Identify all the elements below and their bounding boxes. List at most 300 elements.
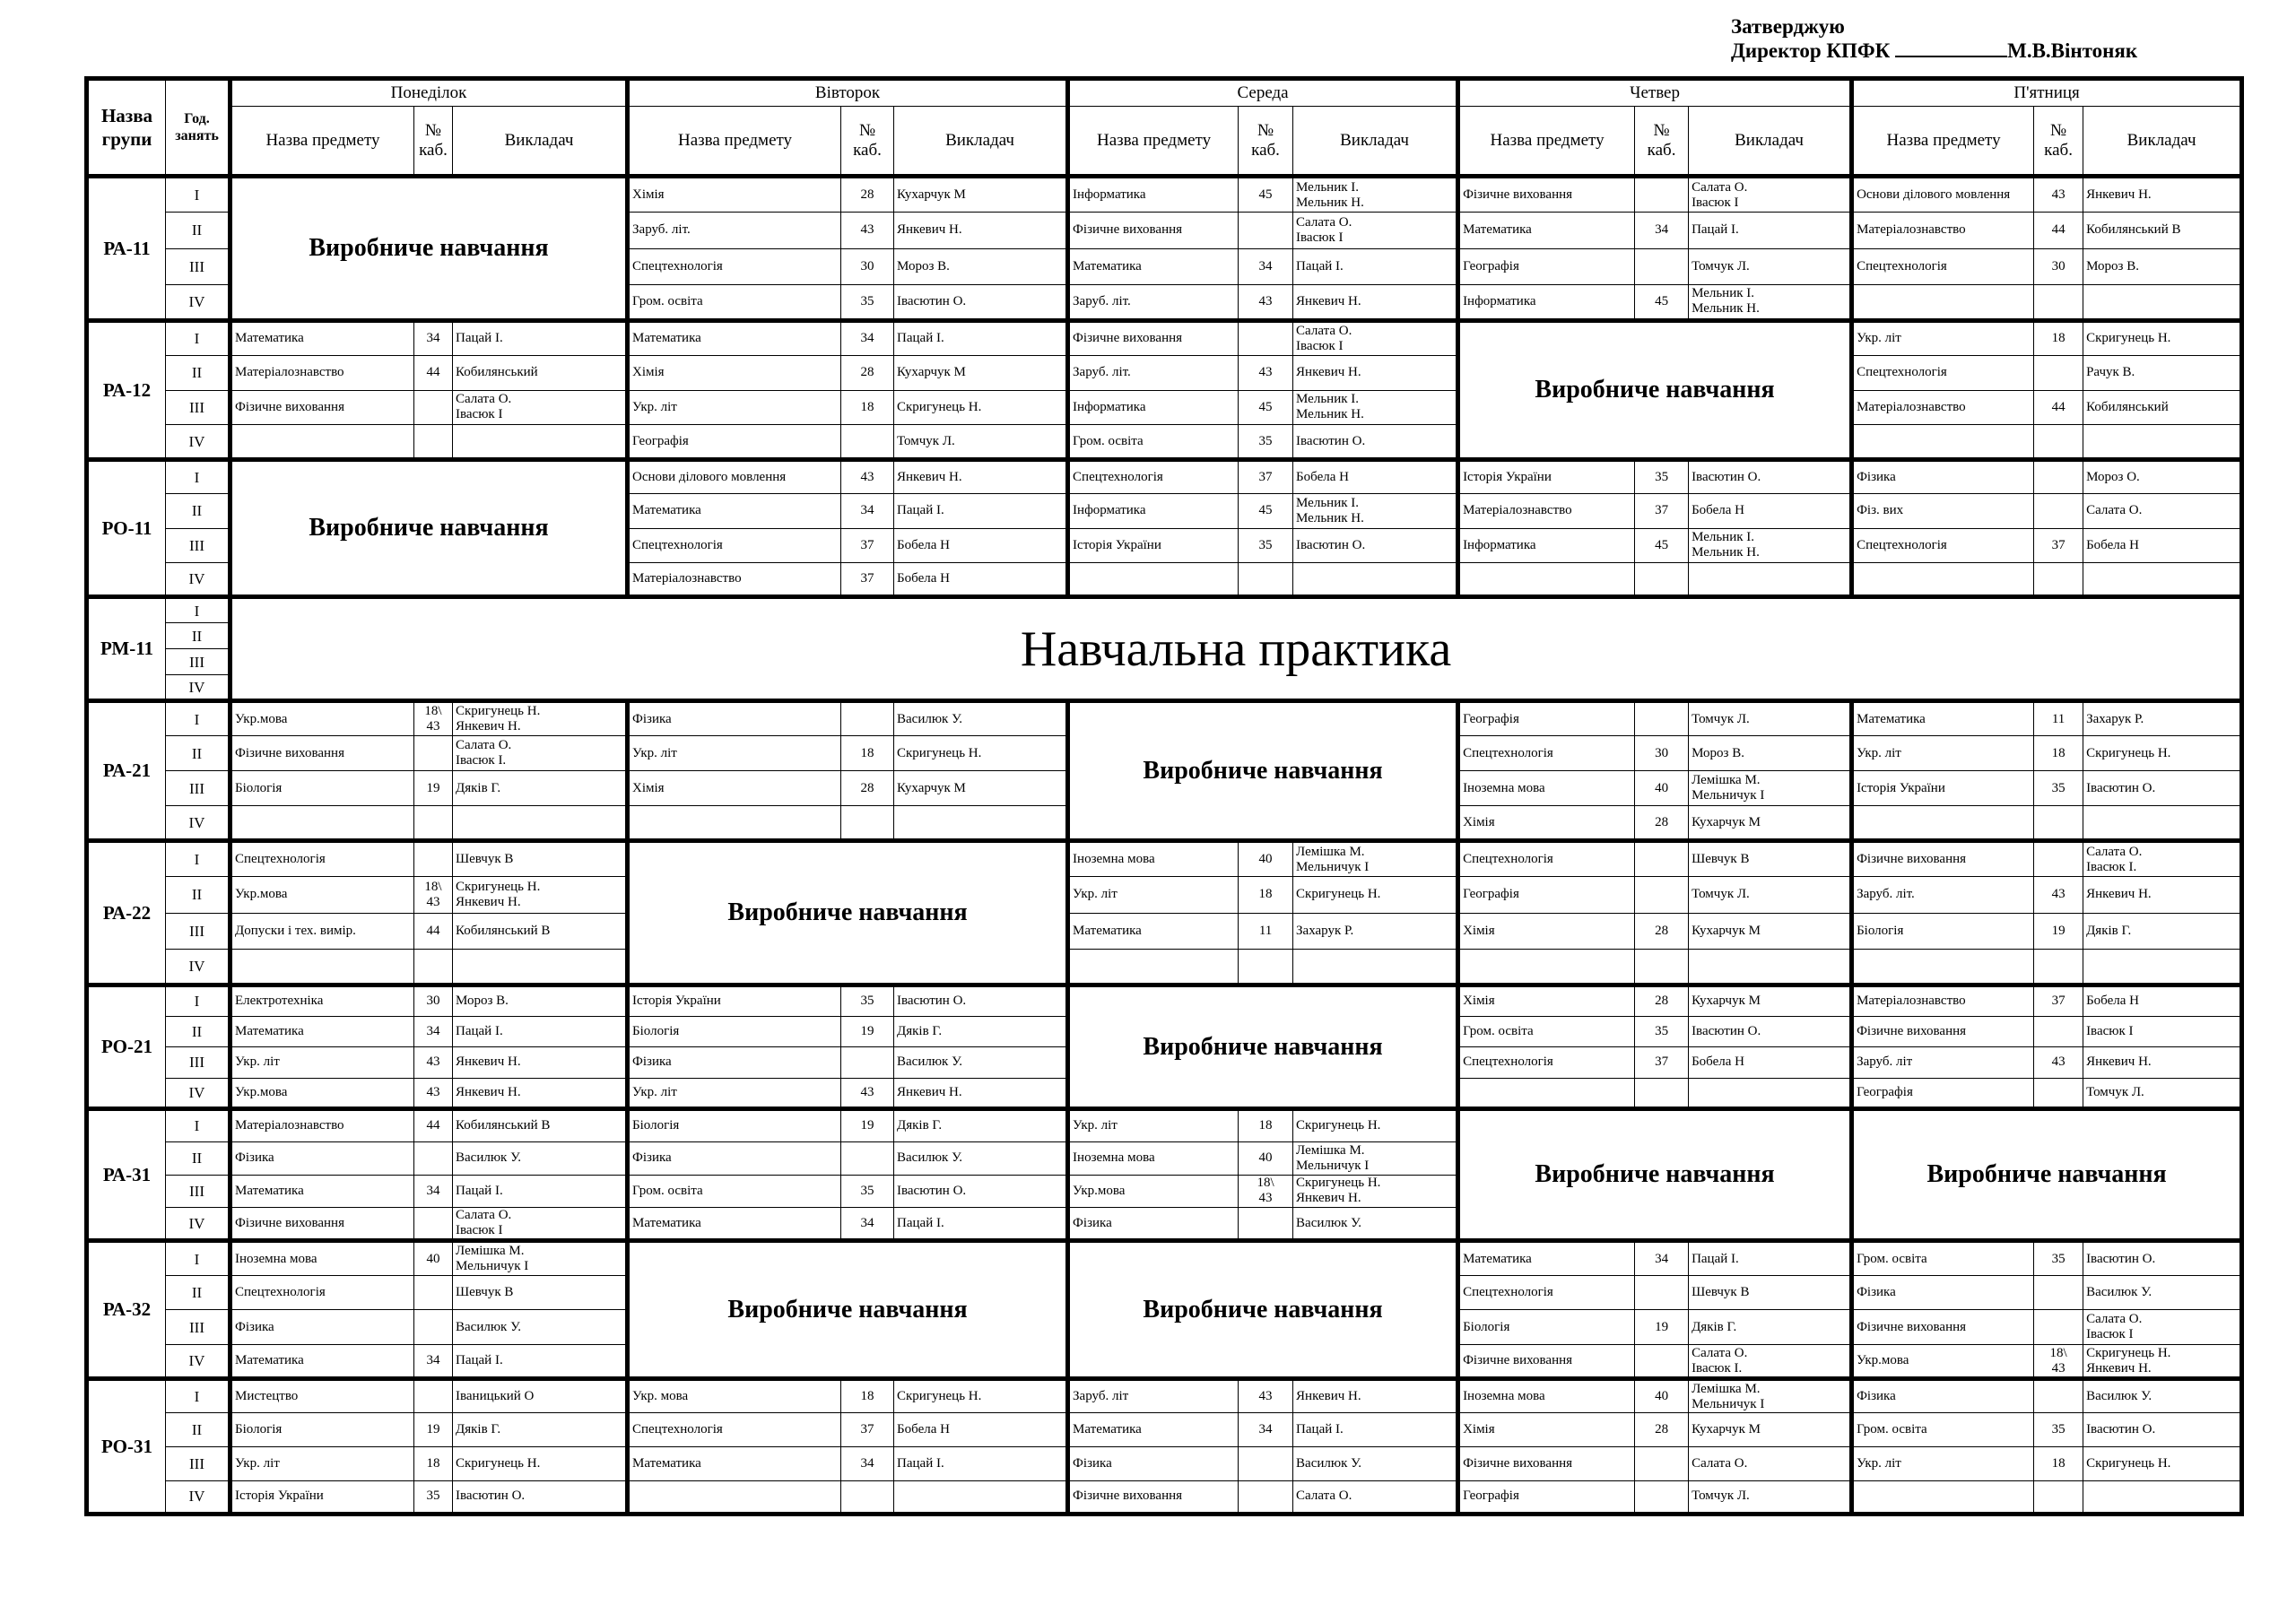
subject-cell: Матеріалознавство: [1852, 213, 2034, 248]
subject-cell: Хімія: [1458, 1413, 1635, 1447]
teacher-cell: Іваницький О: [453, 1379, 628, 1413]
header-day: П'ятниця: [1852, 79, 2242, 107]
teacher-cell: Дяків Г.: [894, 1016, 1068, 1047]
teacher-cell: Салата О. Івасюк І.: [1689, 1344, 1852, 1379]
teacher-cell: Івасютин О.: [1689, 1016, 1852, 1047]
room-cell: 19: [414, 771, 453, 806]
subject-cell: Фізика: [628, 701, 841, 736]
subject-cell: Матеріалознавство: [1852, 390, 2034, 425]
subject-cell: Біологія: [230, 1413, 414, 1447]
subject-cell: [230, 425, 414, 460]
room-cell: [414, 1275, 453, 1310]
room-cell: 34: [841, 494, 894, 528]
subject-cell: Фізичне виховання: [230, 1208, 414, 1241]
room-cell: 34: [841, 1446, 894, 1480]
teacher-cell: Скригунець Н. Янкевич Н.: [2083, 1344, 2242, 1379]
period-number: III: [166, 771, 230, 806]
room-cell: [2034, 460, 2083, 494]
room-cell: 37: [2034, 985, 2083, 1017]
subject-cell: Матеріалознавство: [230, 1109, 414, 1142]
teacher-cell: Василюк У.: [894, 1047, 1068, 1079]
production-training-block: Виробниче навчання: [1458, 1109, 1852, 1241]
production-training-block: Виробниче навчання: [1068, 1241, 1458, 1379]
room-cell: 43: [1239, 284, 1293, 320]
subject-cell: Заруб. літ.: [1068, 284, 1239, 320]
room-cell: 28: [841, 355, 894, 390]
subject-cell: Укр. літ: [628, 390, 841, 425]
schedule-row: [87, 1413, 2242, 1447]
period-number: I: [166, 985, 230, 1017]
room-cell: [414, 1310, 453, 1345]
subject-cell: [1852, 284, 2034, 320]
teacher-cell: Томчук Л.: [894, 425, 1068, 460]
teacher-cell: Бобела Н: [2083, 528, 2242, 562]
subject-cell: Фізичне виховання: [1852, 1016, 2034, 1047]
room-cell: 28: [841, 177, 894, 213]
teacher-cell: Бобела Н: [1689, 494, 1852, 528]
room-cell: 19: [841, 1109, 894, 1142]
header-day: Понеділок: [230, 79, 628, 107]
room-cell: 40: [1635, 1379, 1689, 1413]
room-cell: [841, 1480, 894, 1515]
period-number: II: [166, 623, 230, 649]
room-cell: 34: [414, 1016, 453, 1047]
production-training-block: Виробниче навчання: [1068, 701, 1458, 841]
teacher-cell: Мельник І. Мельник Н.: [1689, 528, 1852, 562]
room-cell: 18: [841, 390, 894, 425]
header-teacher: Викладач: [894, 107, 1068, 177]
subject-cell: Фізика: [1852, 1275, 2034, 1310]
teacher-cell: Салата О. Івасюк І: [453, 1208, 628, 1241]
teacher-cell: [2083, 284, 2242, 320]
subject-cell: Фізика: [1068, 1446, 1239, 1480]
subject-cell: [1852, 949, 2034, 985]
room-cell: 40: [414, 1241, 453, 1276]
teacher-cell: Мороз В.: [1689, 736, 1852, 771]
room-cell: 28: [1635, 913, 1689, 949]
approval-stamp: [1731, 14, 2137, 63]
teacher-cell: Пацай І.: [1293, 248, 1458, 284]
teacher-cell: Пацай І.: [1293, 1413, 1458, 1447]
period-number: IV: [166, 675, 230, 701]
subject-cell: Географія: [628, 425, 841, 460]
teacher-cell: Кобилянський В: [453, 913, 628, 949]
room-cell: 35: [841, 1175, 894, 1208]
room-cell: [841, 806, 894, 841]
period-number: IV: [166, 1208, 230, 1241]
header-room: № каб.: [841, 107, 894, 177]
room-cell: 30: [841, 248, 894, 284]
teacher-cell: Шевчук В: [453, 1275, 628, 1310]
period-number: II: [166, 1141, 230, 1175]
subject-cell: Фізичне виховання: [1068, 1480, 1239, 1515]
period-number: I: [166, 1379, 230, 1413]
subject-cell: Заруб. літ: [1852, 1047, 2034, 1079]
teacher-cell: Салата О. Івасюк І.: [2083, 841, 2242, 877]
teacher-cell: [1689, 1078, 1852, 1109]
teacher-cell: Скригунець Н.: [453, 1446, 628, 1480]
room-cell: 34: [1239, 248, 1293, 284]
teacher-cell: Пацай І.: [453, 321, 628, 356]
header-columns-row: [87, 107, 2242, 177]
room-cell: 18: [2034, 1446, 2083, 1480]
teacher-cell: Шевчук В: [1689, 841, 1852, 877]
header-period: Год. занять: [166, 79, 230, 177]
teacher-cell: Скригунець Н.: [2083, 736, 2242, 771]
room-cell: 35: [1239, 528, 1293, 562]
teacher-cell: Рачук В.: [2083, 355, 2242, 390]
teacher-cell: Скригунець Н. Янкевич Н.: [1293, 1175, 1458, 1208]
subject-cell: Іноземна мова: [1458, 1379, 1635, 1413]
teacher-cell: Скригунець Н.: [2083, 321, 2242, 356]
teacher-cell: Івасютин О.: [2083, 1413, 2242, 1447]
schedule-table: [84, 76, 2244, 1516]
subject-cell: Математика: [230, 1016, 414, 1047]
teacher-cell: Мельник І. Мельник Н.: [1293, 177, 1458, 213]
teacher-cell: Мельник І. Мельник Н.: [1293, 390, 1458, 425]
subject-cell: Фізичне виховання: [1458, 177, 1635, 213]
subject-cell: [1458, 1078, 1635, 1109]
production-training-block: Виробниче навчання: [230, 460, 628, 597]
subject-cell: Інформатика: [1068, 494, 1239, 528]
subject-cell: Укр.мова: [1068, 1175, 1239, 1208]
subject-cell: Спецтехнологія: [1458, 1275, 1635, 1310]
teacher-cell: Скригунець Н.: [894, 1379, 1068, 1413]
subject-cell: Спецтехнологія: [1852, 355, 2034, 390]
group-name: РА-32: [87, 1241, 166, 1379]
schedule-row: [87, 321, 2242, 356]
subject-cell: Географія: [1458, 1480, 1635, 1515]
period-number: IV: [166, 806, 230, 841]
subject-cell: Фізика: [628, 1141, 841, 1175]
teacher-cell: Івасютин О.: [894, 1175, 1068, 1208]
room-cell: [1635, 1480, 1689, 1515]
room-cell: 45: [1635, 528, 1689, 562]
subject-cell: Основи ділового мовлення: [628, 460, 841, 494]
room-cell: 37: [841, 562, 894, 596]
period-number: III: [166, 248, 230, 284]
subject-cell: Фізичне виховання: [1852, 841, 2034, 877]
subject-cell: Інформатика: [1458, 528, 1635, 562]
subject-cell: Математика: [1068, 248, 1239, 284]
subject-cell: Спецтехнологія: [628, 248, 841, 284]
room-cell: 35: [1635, 460, 1689, 494]
subject-cell: Спецтехнологія: [628, 528, 841, 562]
room-cell: [2034, 949, 2083, 985]
subject-cell: Математика: [1852, 701, 2034, 736]
teacher-cell: [2083, 806, 2242, 841]
subject-cell: Хімія: [1458, 913, 1635, 949]
group-name: РО-11: [87, 460, 166, 597]
group-name: РА-21: [87, 701, 166, 841]
production-training-block: Виробниче навчання: [1458, 321, 1852, 460]
period-number: I: [166, 841, 230, 877]
room-cell: 30: [414, 985, 453, 1017]
teacher-cell: Дяків Г.: [1689, 1310, 1852, 1345]
approval-signature-line: [1731, 39, 2137, 63]
room-cell: 43: [841, 1078, 894, 1109]
subject-cell: Математика: [1458, 213, 1635, 248]
room-cell: [414, 1379, 453, 1413]
subject-cell: Укр. літ: [1852, 1446, 2034, 1480]
teacher-cell: Василюк У.: [2083, 1275, 2242, 1310]
subject-cell: Фізичне виховання: [1458, 1344, 1635, 1379]
teacher-cell: Лемішка М. Мельничук І: [453, 1241, 628, 1276]
approval-director: Директор КПФК: [1731, 39, 1891, 62]
subject-cell: Хімія: [628, 355, 841, 390]
room-cell: 28: [1635, 985, 1689, 1017]
room-cell: [2034, 1016, 2083, 1047]
period-number: IV: [166, 1344, 230, 1379]
room-cell: 43: [1239, 1379, 1293, 1413]
period-number: I: [166, 1109, 230, 1142]
subject-cell: Біологія: [628, 1016, 841, 1047]
teacher-cell: Бобела Н: [894, 528, 1068, 562]
schedule-row: [87, 355, 2242, 390]
teacher-cell: [453, 806, 628, 841]
production-training-block: Виробниче навчання: [1852, 1109, 2242, 1241]
room-cell: 18: [2034, 321, 2083, 356]
subject-cell: Математика: [230, 1175, 414, 1208]
room-cell: 35: [2034, 771, 2083, 806]
teacher-cell: Янкевич Н.: [1293, 1379, 1458, 1413]
room-cell: 35: [1239, 425, 1293, 460]
teacher-cell: Скригунець Н.: [1293, 877, 1458, 913]
room-cell: 44: [414, 355, 453, 390]
room-cell: [841, 701, 894, 736]
subject-cell: Іноземна мова: [230, 1241, 414, 1276]
period-number: III: [166, 1175, 230, 1208]
practice-block: Навчальна практика: [230, 597, 2242, 701]
period-number: II: [166, 1016, 230, 1047]
teacher-cell: Салата О. Івасюк І: [453, 390, 628, 425]
subject-cell: Біологія: [628, 1109, 841, 1142]
subject-cell: Укр.мова: [230, 1078, 414, 1109]
header-subject: Назва предмету: [230, 107, 414, 177]
teacher-cell: Шевчук В: [1689, 1275, 1852, 1310]
subject-cell: Спецтехнологія: [230, 1275, 414, 1310]
subject-cell: Фізика: [1068, 1208, 1239, 1241]
room-cell: [414, 390, 453, 425]
teacher-cell: Янкевич Н.: [2083, 1047, 2242, 1079]
subject-cell: Матеріалознавство: [230, 355, 414, 390]
room-cell: 45: [1239, 494, 1293, 528]
room-cell: 18: [841, 736, 894, 771]
room-cell: 34: [841, 321, 894, 356]
teacher-cell: [453, 949, 628, 985]
period-number: III: [166, 390, 230, 425]
room-cell: 28: [1635, 806, 1689, 841]
schedule-row: [87, 841, 2242, 877]
header-room: № каб.: [1239, 107, 1293, 177]
period-number: I: [166, 460, 230, 494]
subject-cell: Географія: [1852, 1078, 2034, 1109]
header-days-row: [87, 79, 2242, 107]
teacher-cell: Кухарчук М: [1689, 913, 1852, 949]
teacher-cell: Янкевич Н.: [453, 1078, 628, 1109]
schedule-row: [87, 1109, 2242, 1142]
subject-cell: [230, 806, 414, 841]
period-number: I: [166, 597, 230, 623]
teacher-cell: Дяків Г.: [453, 1413, 628, 1447]
schedule-row: [87, 1379, 2242, 1413]
subject-cell: [1068, 949, 1239, 985]
subject-cell: Спецтехнологія: [1852, 248, 2034, 284]
teacher-cell: Салата О. Івасюк І: [1293, 213, 1458, 248]
header-day: Середа: [1068, 79, 1458, 107]
schedule-row: [87, 877, 2242, 913]
subject-cell: Математика: [230, 321, 414, 356]
subject-cell: Заруб. літ: [1068, 1379, 1239, 1413]
subject-cell: [628, 806, 841, 841]
room-cell: 34: [1239, 1413, 1293, 1447]
room-cell: 19: [2034, 913, 2083, 949]
period-number: I: [166, 701, 230, 736]
period-number: II: [166, 213, 230, 248]
teacher-cell: Мельник І. Мельник Н.: [1293, 494, 1458, 528]
subject-cell: [1458, 949, 1635, 985]
subject-cell: Спецтехнологія: [1852, 528, 2034, 562]
subject-cell: Історія України: [628, 985, 841, 1017]
room-cell: 37: [2034, 528, 2083, 562]
teacher-cell: Салата О.: [1689, 1446, 1852, 1480]
room-cell: [1635, 1446, 1689, 1480]
subject-cell: Хімія: [628, 177, 841, 213]
teacher-cell: Василюк У.: [2083, 1379, 2242, 1413]
room-cell: 43: [2034, 1047, 2083, 1079]
subject-cell: Гром. освіта: [1852, 1413, 2034, 1447]
teacher-cell: Скригунець Н.: [894, 390, 1068, 425]
teacher-cell: [1689, 949, 1852, 985]
teacher-cell: [2083, 425, 2242, 460]
teacher-cell: Томчук Л.: [1689, 701, 1852, 736]
period-number: II: [166, 877, 230, 913]
room-cell: 34: [1635, 1241, 1689, 1276]
subject-cell: Матеріалознавство: [1458, 494, 1635, 528]
teacher-cell: Мороз В.: [894, 248, 1068, 284]
teacher-cell: Салата О. Івасюк І: [1689, 177, 1852, 213]
teacher-cell: Василюк У.: [894, 701, 1068, 736]
subject-cell: Іноземна мова: [1068, 1141, 1239, 1175]
header-teacher: Викладач: [1293, 107, 1458, 177]
teacher-cell: Томчук Л.: [2083, 1078, 2242, 1109]
room-cell: [1239, 949, 1293, 985]
teacher-cell: Пацай І.: [453, 1175, 628, 1208]
teacher-cell: [894, 806, 1068, 841]
teacher-cell: Салата О.: [1293, 1480, 1458, 1515]
teacher-cell: Івасютин О.: [1293, 425, 1458, 460]
subject-cell: Гром. освіта: [628, 284, 841, 320]
room-cell: [414, 841, 453, 877]
subject-cell: Фізика: [230, 1310, 414, 1345]
subject-cell: Електротехніка: [230, 985, 414, 1017]
teacher-cell: Дяків Г.: [894, 1109, 1068, 1142]
room-cell: [1239, 1480, 1293, 1515]
subject-cell: Укр. літ: [1852, 736, 2034, 771]
subject-cell: Укр. літ: [1852, 321, 2034, 356]
room-cell: [1635, 248, 1689, 284]
subject-cell: Спецтехнологія: [230, 841, 414, 877]
header-day: Вівторок: [628, 79, 1068, 107]
room-cell: 19: [1635, 1310, 1689, 1345]
room-cell: 37: [1635, 494, 1689, 528]
subject-cell: Спецтехнологія: [628, 1413, 841, 1447]
teacher-cell: Янкевич Н.: [894, 1078, 1068, 1109]
teacher-cell: Мельник І. Мельник Н.: [1689, 284, 1852, 320]
subject-cell: Хімія: [1458, 985, 1635, 1017]
room-cell: [1635, 877, 1689, 913]
room-cell: 11: [1239, 913, 1293, 949]
room-cell: 35: [2034, 1413, 2083, 1447]
subject-cell: Фізика: [628, 1047, 841, 1079]
room-cell: [1635, 1078, 1689, 1109]
teacher-cell: Василюк У.: [894, 1141, 1068, 1175]
teacher-cell: Пацай І.: [1689, 213, 1852, 248]
subject-cell: Історія України: [1852, 771, 2034, 806]
subject-cell: Укр. літ: [628, 736, 841, 771]
subject-cell: Історія України: [1458, 460, 1635, 494]
teacher-cell: [2083, 562, 2242, 596]
subject-cell: Укр.мова: [230, 877, 414, 913]
teacher-cell: Кухарчук М: [1689, 985, 1852, 1017]
room-cell: [1239, 1446, 1293, 1480]
header-teacher: Викладач: [2083, 107, 2242, 177]
room-cell: 34: [414, 321, 453, 356]
room-cell: 44: [414, 1109, 453, 1142]
room-cell: 18: [841, 1379, 894, 1413]
room-cell: [2034, 425, 2083, 460]
subject-cell: [1458, 562, 1635, 596]
group-name: РМ-11: [87, 597, 166, 701]
header-subject: Назва предмету: [1068, 107, 1239, 177]
period-number: II: [166, 736, 230, 771]
teacher-cell: [453, 425, 628, 460]
schedule-row: [87, 390, 2242, 425]
teacher-cell: Захарук Р.: [1293, 913, 1458, 949]
subject-cell: Заруб. літ.: [1852, 877, 2034, 913]
room-cell: 28: [1635, 1413, 1689, 1447]
teacher-cell: Пацай І.: [453, 1344, 628, 1379]
period-number: IV: [166, 1078, 230, 1109]
period-number: I: [166, 321, 230, 356]
room-cell: [1239, 321, 1293, 356]
room-cell: [1239, 1208, 1293, 1241]
group-name: РО-31: [87, 1379, 166, 1515]
teacher-cell: Янкевич Н.: [2083, 177, 2242, 213]
header-teacher: Викладач: [1689, 107, 1852, 177]
teacher-cell: Янкевич Н.: [1293, 284, 1458, 320]
period-number: III: [166, 913, 230, 949]
teacher-cell: Янкевич Н.: [453, 1047, 628, 1079]
header-teacher: Викладач: [453, 107, 628, 177]
room-cell: 19: [414, 1413, 453, 1447]
room-cell: [1239, 213, 1293, 248]
room-cell: [2034, 1310, 2083, 1345]
teacher-cell: Василюк У.: [1293, 1208, 1458, 1241]
schedule-row: [87, 985, 2242, 1017]
room-cell: 19: [841, 1016, 894, 1047]
header-subject: Назва предмету: [628, 107, 841, 177]
room-cell: 28: [841, 771, 894, 806]
schedule-row: [87, 1446, 2242, 1480]
teacher-cell: [1689, 562, 1852, 596]
teacher-cell: [894, 1480, 1068, 1515]
teacher-cell: Захарук Р.: [2083, 701, 2242, 736]
subject-cell: Географія: [1458, 701, 1635, 736]
room-cell: 43: [841, 460, 894, 494]
room-cell: 18\ 43: [414, 877, 453, 913]
room-cell: [1635, 562, 1689, 596]
